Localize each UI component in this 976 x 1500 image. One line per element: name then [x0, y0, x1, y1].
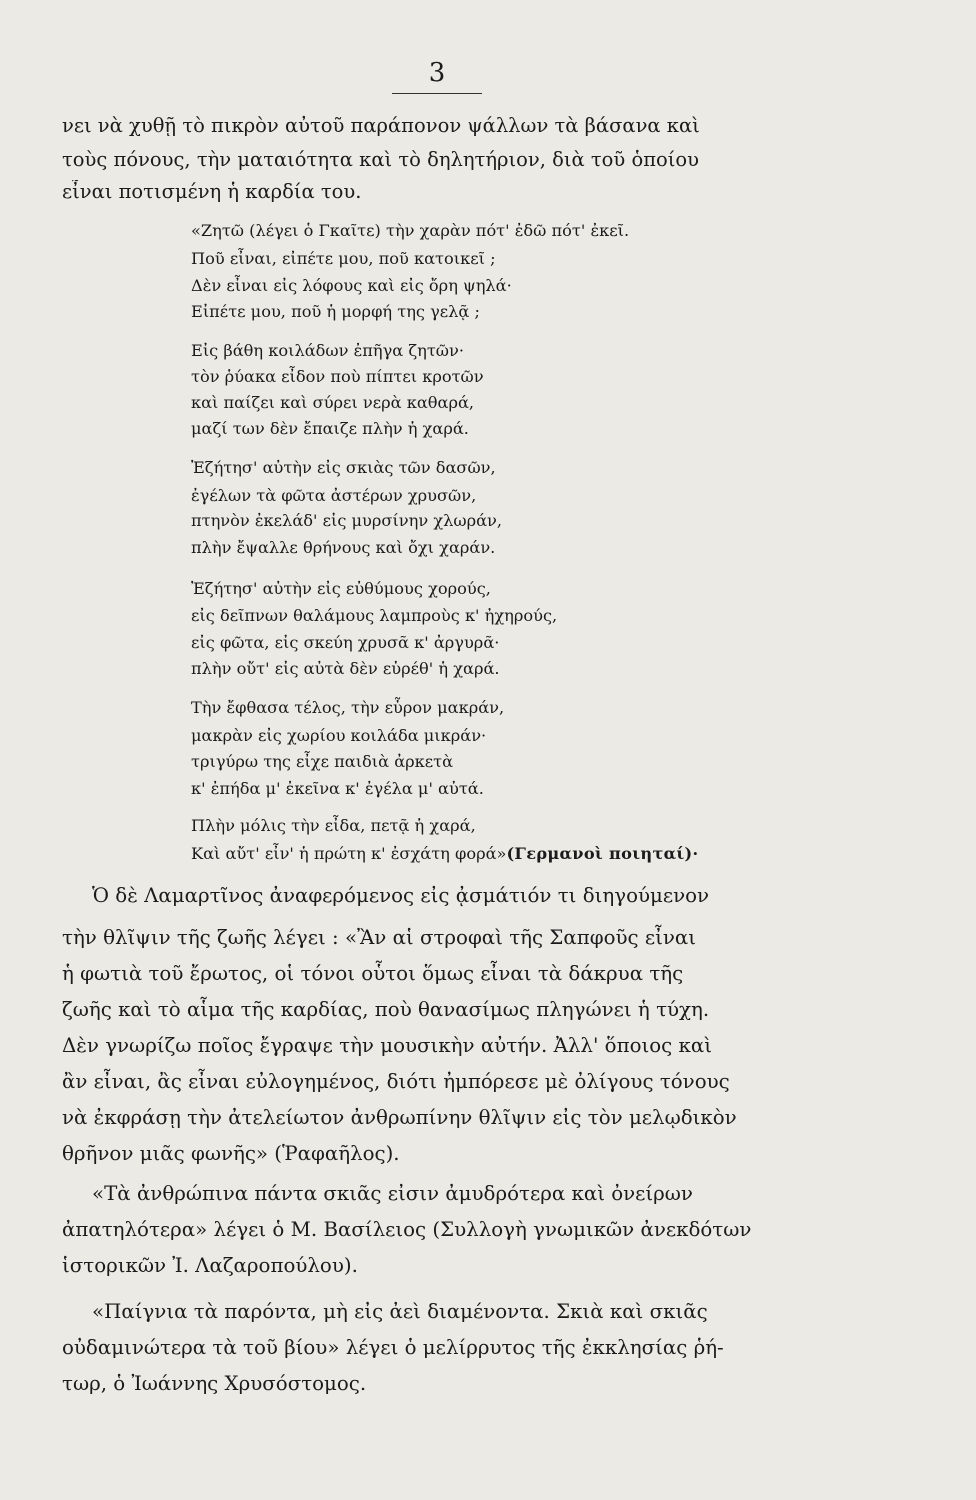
poem-line: ἐγέλων τὰ φῶτα ἀστέρων χρυσῶν,	[191, 486, 477, 505]
prose-line: ζωῆς καὶ τὸ αἷμα τῆς καρδίας, ποὺ θανασίμως πληγώνει ἡ τύχη.	[62, 998, 710, 1021]
prose-line: οὐδαμινώτερα τὰ τοῦ βίου» λέγει ὁ μελίρρυτος τῆς ἐκκλησίας ῥή-	[62, 1336, 724, 1359]
poem-line: τὸν ῥύακα εἶδον ποὺ πίπτει κροτῶν	[191, 367, 484, 386]
prose-line: «Τὰ ἀνθρώπινα πάντα σκιᾶς εἰσιν ἀμυδρότερα καὶ ὀνείρων	[92, 1182, 693, 1205]
intro-line: νει νὰ χυθῇ τὸ πικρὸν αὐτοῦ παράπονον ψάλλων τὰ βάσανα καὶ	[62, 114, 700, 137]
poem-line: εἰς δεῖπνων θαλάμους λαμπροὺς κ' ἠχηρούς,	[191, 606, 558, 625]
poem-line: Εἰπέτε μου, ποῦ ἡ μορφή της γελᾷ ;	[191, 302, 480, 321]
poem-line: πλὴν οὔτ' εἰς αὐτὰ δὲν εὑρέθ' ἡ χαρά.	[191, 659, 500, 678]
poem-line: «Ζητῶ (λέγει ὁ Γκαῖτε) τὴν χαρὰν πότ' ἐδῶ πότ' ἐκεῖ.	[191, 221, 630, 240]
poem-line: καὶ παίζει καὶ σύρει νερὰ καθαρά,	[191, 393, 475, 412]
prose-line: Δὲν γνωρίζω ποῖος ἔγραψε τὴν μουσικὴν αὐτήν. Ἀλλ' ὅποιος καὶ	[62, 1034, 713, 1057]
poem-line: Καὶ αὔτ' εἶν' ἡ πρώτη κ' ἐσχάτη φορά»	[191, 844, 507, 863]
page-number-rule	[392, 93, 482, 94]
poem-line: Εἰς βάθη κοιλάδων ἐπῆγα ζητῶν·	[191, 341, 464, 360]
poem-line: Τὴν ἔφθασα τέλος, τὴν εὗρον μακράν,	[191, 698, 505, 717]
poem-source: (Γερμανοὶ ποιηταί)·	[506, 844, 699, 863]
prose-line: τὴν θλῖψιν τῆς ζωῆς λέγει : «Ἂν αἱ στροφαὶ τῆς Σαπφοῦς εἶναι	[62, 926, 697, 949]
poem-line: μαζί των δὲν ἔπαιζε πλὴν ἡ χαρά.	[191, 419, 469, 438]
poem-line: κ' ἐπήδα μ' ἐκεῖνα κ' ἐγέλα μ' αὐτά.	[191, 779, 484, 798]
poem-last-line	[191, 843, 911, 865]
prose-line: ἱστορικῶν Ἰ. Λαζαροπούλου).	[62, 1254, 358, 1277]
prose-line: ἂν εἶναι, ἂς εἶναι εὐλογημένος, διότι ἠμπόρεσε μὲ ὀλίγους τόνους	[62, 1070, 730, 1093]
prose-line: Ὁ δὲ Λαμαρτῖνος ἀναφερόμενος εἰς ᾀσμάτιόν τι διηγούμενον	[92, 884, 710, 907]
intro-line: εἶναι ποτισμένη ἡ καρδία του.	[62, 180, 362, 203]
poem-line: Πλὴν μόλις τὴν εἶδα, πετᾷ ἡ χαρά,	[191, 816, 476, 835]
poem-line: Ποῦ εἶναι, εἰπέτε μου, ποῦ κατοικεῖ ;	[191, 249, 496, 268]
prose-line: τωρ, ὁ Ἰωάννης Χρυσόστομος.	[62, 1372, 367, 1395]
page-number: 3	[428, 58, 446, 88]
poem-line: Ἐζήτησ' αὐτὴν εἰς σκιὰς τῶν δασῶν,	[191, 458, 496, 477]
prose-line: νὰ ἐκφράσῃ τὴν ἀτελείωτον ἀνθρωπίνην θλῖψιν εἰς τὸν μελῳδικὸν	[62, 1106, 737, 1129]
poem-line: Δὲν εἶναι εἰς λόφους καὶ εἰς ὄρη ψηλά·	[191, 276, 512, 295]
poem-line: τριγύρω της εἶχε παιδιὰ ἀρκετὰ	[191, 752, 454, 771]
poem-line: εἰς φῶτα, εἰς σκεύη χρυσᾶ κ' ἀργυρᾶ·	[191, 633, 500, 652]
poem-line: πτηνὸν ἐκελάδ' εἰς μυρσίνην χλωράν,	[191, 511, 503, 530]
prose-line: «Παίγνια τὰ παρόντα, μὴ εἰς ἀεὶ διαμένοντα. Σκιὰ καὶ σκιᾶς	[92, 1300, 708, 1323]
prose-line: ἡ φωτιὰ τοῦ ἔρωτος, οἱ τόνοι οὗτοι ὅμως εἶναι τὰ δάκρυα τῆς	[62, 962, 684, 985]
intro-line: τοὺς πόνους, τὴν ματαιότητα καὶ τὸ δηλητήριον, διὰ τοῦ ὁποίου	[62, 148, 699, 171]
poem-line: μακρὰν εἰς χωρίου κοιλάδα μικράν·	[191, 726, 487, 745]
poem-line: πλὴν ἔψαλλε θρήνους καὶ ὄχι χαράν.	[191, 538, 496, 557]
prose-line: ἀπατηλότερα» λέγει ὁ Μ. Βασίλειος (Συλλογὴ γνωμικῶν ἀνεκδότων	[62, 1218, 752, 1241]
prose-line: θρῆνον μιᾶς φωνῆς» (Ῥαφαῆλος).	[62, 1142, 400, 1165]
poem-line: Ἐζήτησ' αὐτὴν εἰς εὐθύμους χορούς,	[191, 579, 491, 598]
